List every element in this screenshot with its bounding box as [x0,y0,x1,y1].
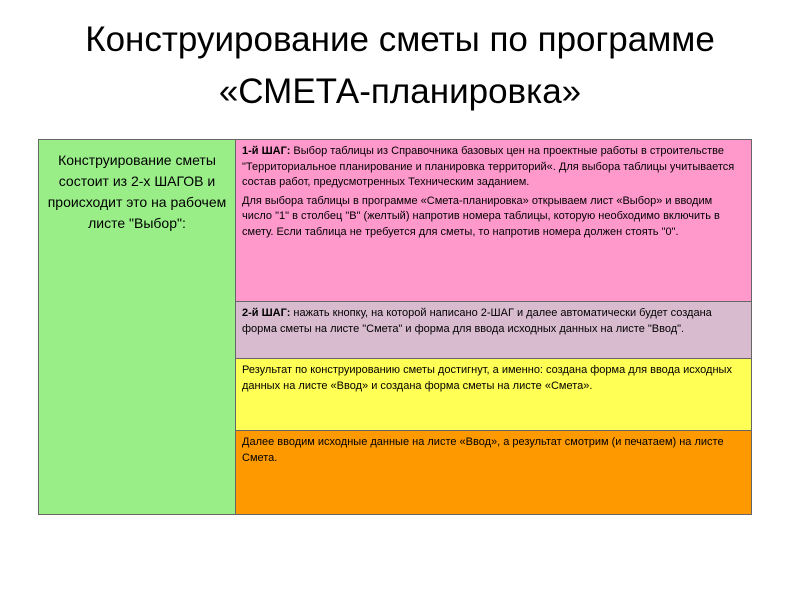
step1-paragraph [242,144,745,191]
step2-paragraph [242,306,745,337]
step2-label: 2-й ШАГ: [242,307,291,319]
step1-cell [236,140,751,302]
next-text: Далее вводим исходные данные на листе «Ввод», а результат смотрим (и печатаем) на листе Смета. [242,436,724,464]
step1-details: Для выбора таблицы в программе «Смета-планировка» открываем лист «Выбор» и вводим число "1" в столбец "В" (желтый) напротив номера таблицы, которую необходимо включить в смету. Если таблица не требуется для сметы, то напротив номера должен стоять "0". [242,194,720,238]
step1-label: 1-й ШАГ: [242,145,291,157]
next-cell [236,431,751,514]
step2-cell [236,302,751,359]
result-text: Результат по конструированию сметы достигнут, а именно: создана форма для ввода исходных данных на листе «Ввод» и создана форма сметы на листе «Смета». [242,364,732,392]
step1-text: Выбор таблицы из Справочника базовых цен на проектные работы в строительстве "Территориальное планирование и планировка территорий«. Для выбора таблицы учитывается состав работ, предусмотренных Техническим заданием. [242,145,735,188]
result-cell [236,359,751,431]
slide-title: Конструирование сметы по программе «СМЕТА-планировка» [85,20,715,111]
step2-text: нажать кнопку, на которой написано 2-ШАГ и далее автоматически будет создана форма сметы на листе "Смета" и форма для ввода исходных данных на листе "Ввод". [242,307,712,335]
intro-cell: Конструирование сметы состоит из 2-х ШАГОВ и происходит это на рабочем листе "Выбор": [39,140,236,514]
content-table [38,139,752,515]
